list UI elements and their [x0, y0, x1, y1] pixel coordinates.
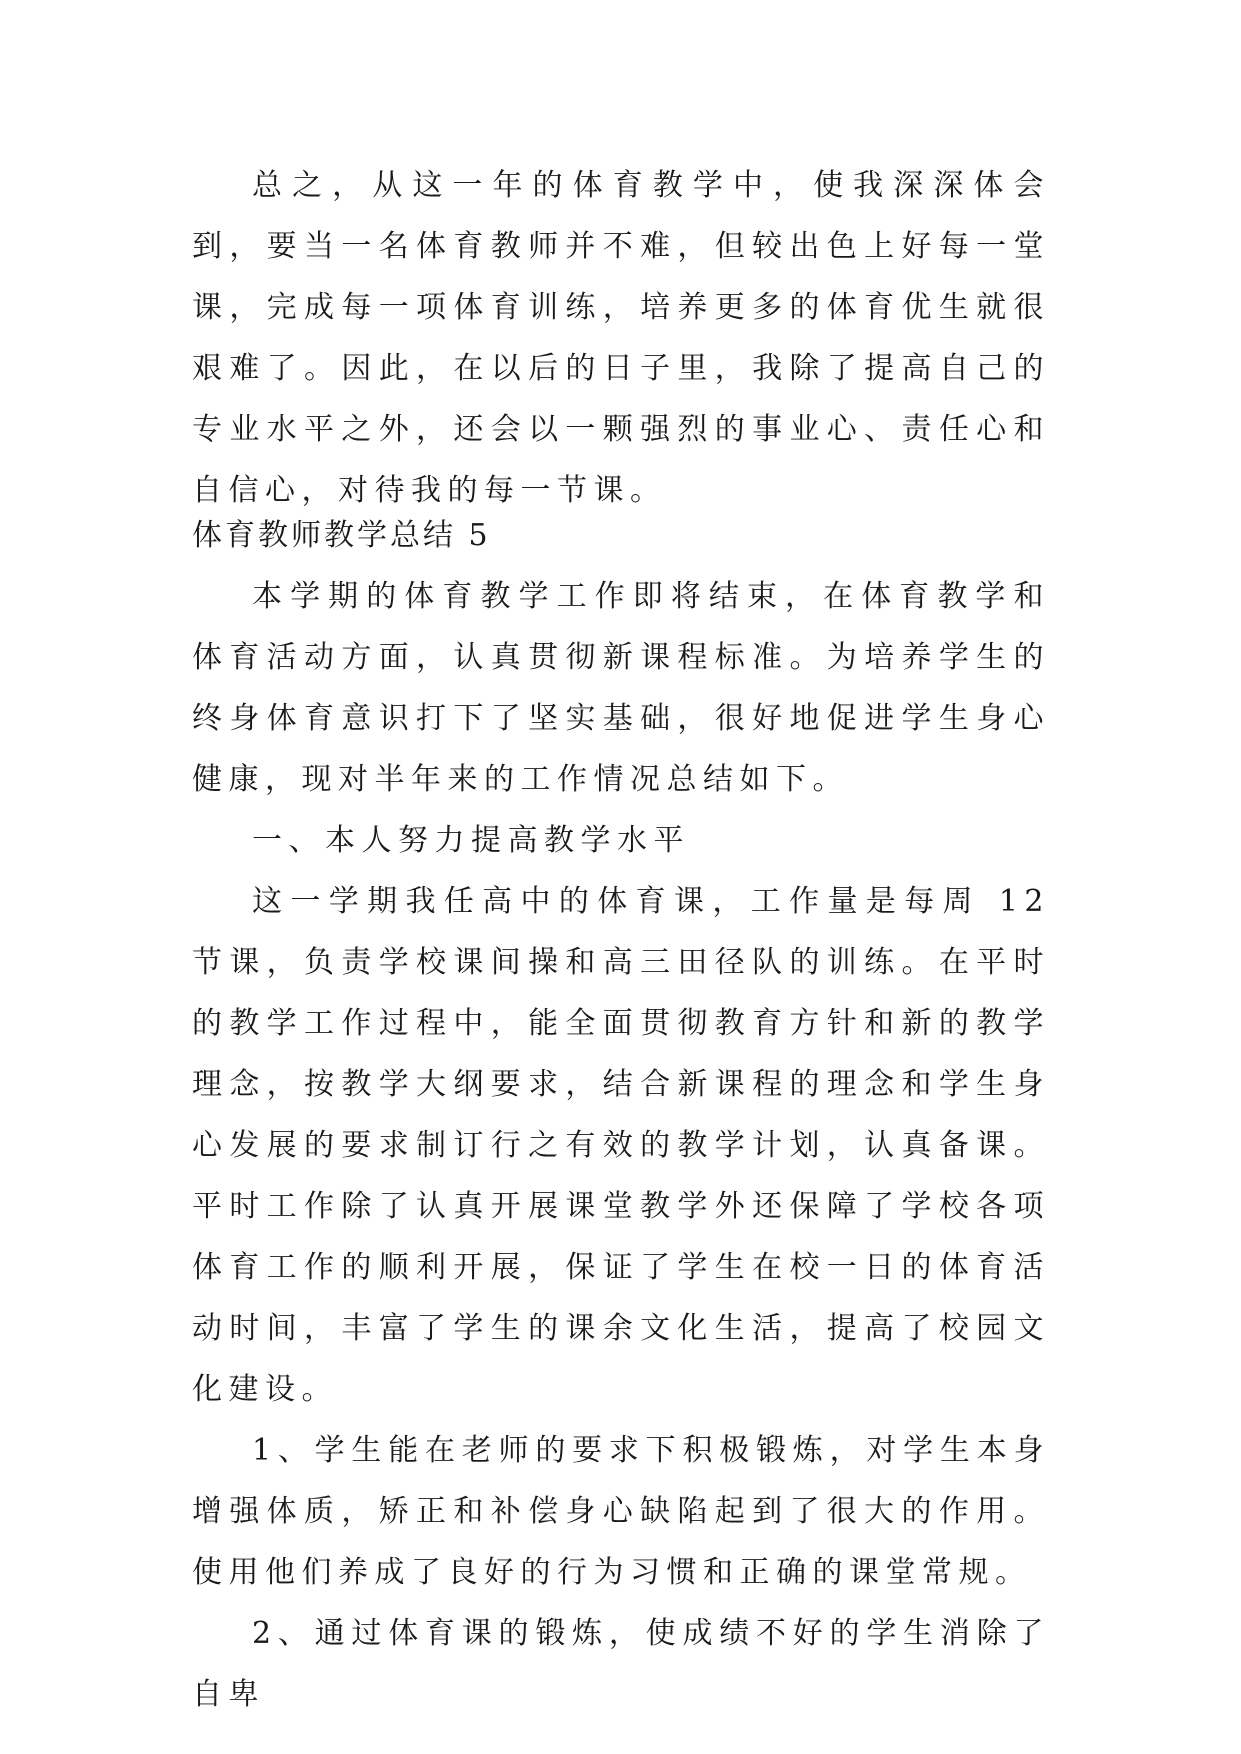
- text-block-top: [192, 155, 1050, 521]
- section-title: 体育教师教学总结 5: [192, 518, 491, 553]
- numbered-paragraph-1: 1、学生能在老师的要求下积极锻炼，对学生本身增强体质，矫正和补偿身心缺陷起到了很大的作用。使用他们养成了良好的行为习惯和正确的课堂常规。: [192, 1433, 1050, 1590]
- intro-paragraph: 总之，从这一年的体育教学中，使我深深体会到，要当一名体育教师并不难，但较出色上好每一堂课，完成每一项体育训练，培养更多的体育优生就很艰难了。因此，在以后的日子里，我除了提高自己的专业水平之外，还会以一颗强烈的事业心、责任心和自信心，对待我的每一节课。: [192, 168, 1050, 508]
- body-paragraph: 本学期的体育教学工作即将结束，在体育教学和体育活动方面，认真贯彻新课程标准。为培养学生的终身体育意识打下了坚实基础，很好地促进学生身心健康，现对半年来的工作情况总结如下。: [192, 579, 1050, 797]
- body-paragraph: 这一学期我任高中的体育课，工作量是每周 12 节课，负责学校课间操和高三田径队的训练。在平时的教学工作过程中，能全面贯彻教育方针和新的教学理念，按教学大纲要求，结合新课程的理念和学生身心发展的要求制订行之有效的教学计划，认真备课。平时工作除了认真开展课堂教学外还保障了学校各项体育工作的顺利开展，保证了学生在校一日的体育活动时间，丰富了学生的课余文化生活，提高了校园文化建设。: [192, 884, 1050, 1407]
- text-block-main: [192, 505, 1050, 1725]
- subheading-paragraph: 一、本人努力提高教学水平: [252, 823, 690, 858]
- numbered-paragraph-2: 2、通过体育课的锻炼，使成绩不好的学生消除了自卑: [192, 1616, 1050, 1712]
